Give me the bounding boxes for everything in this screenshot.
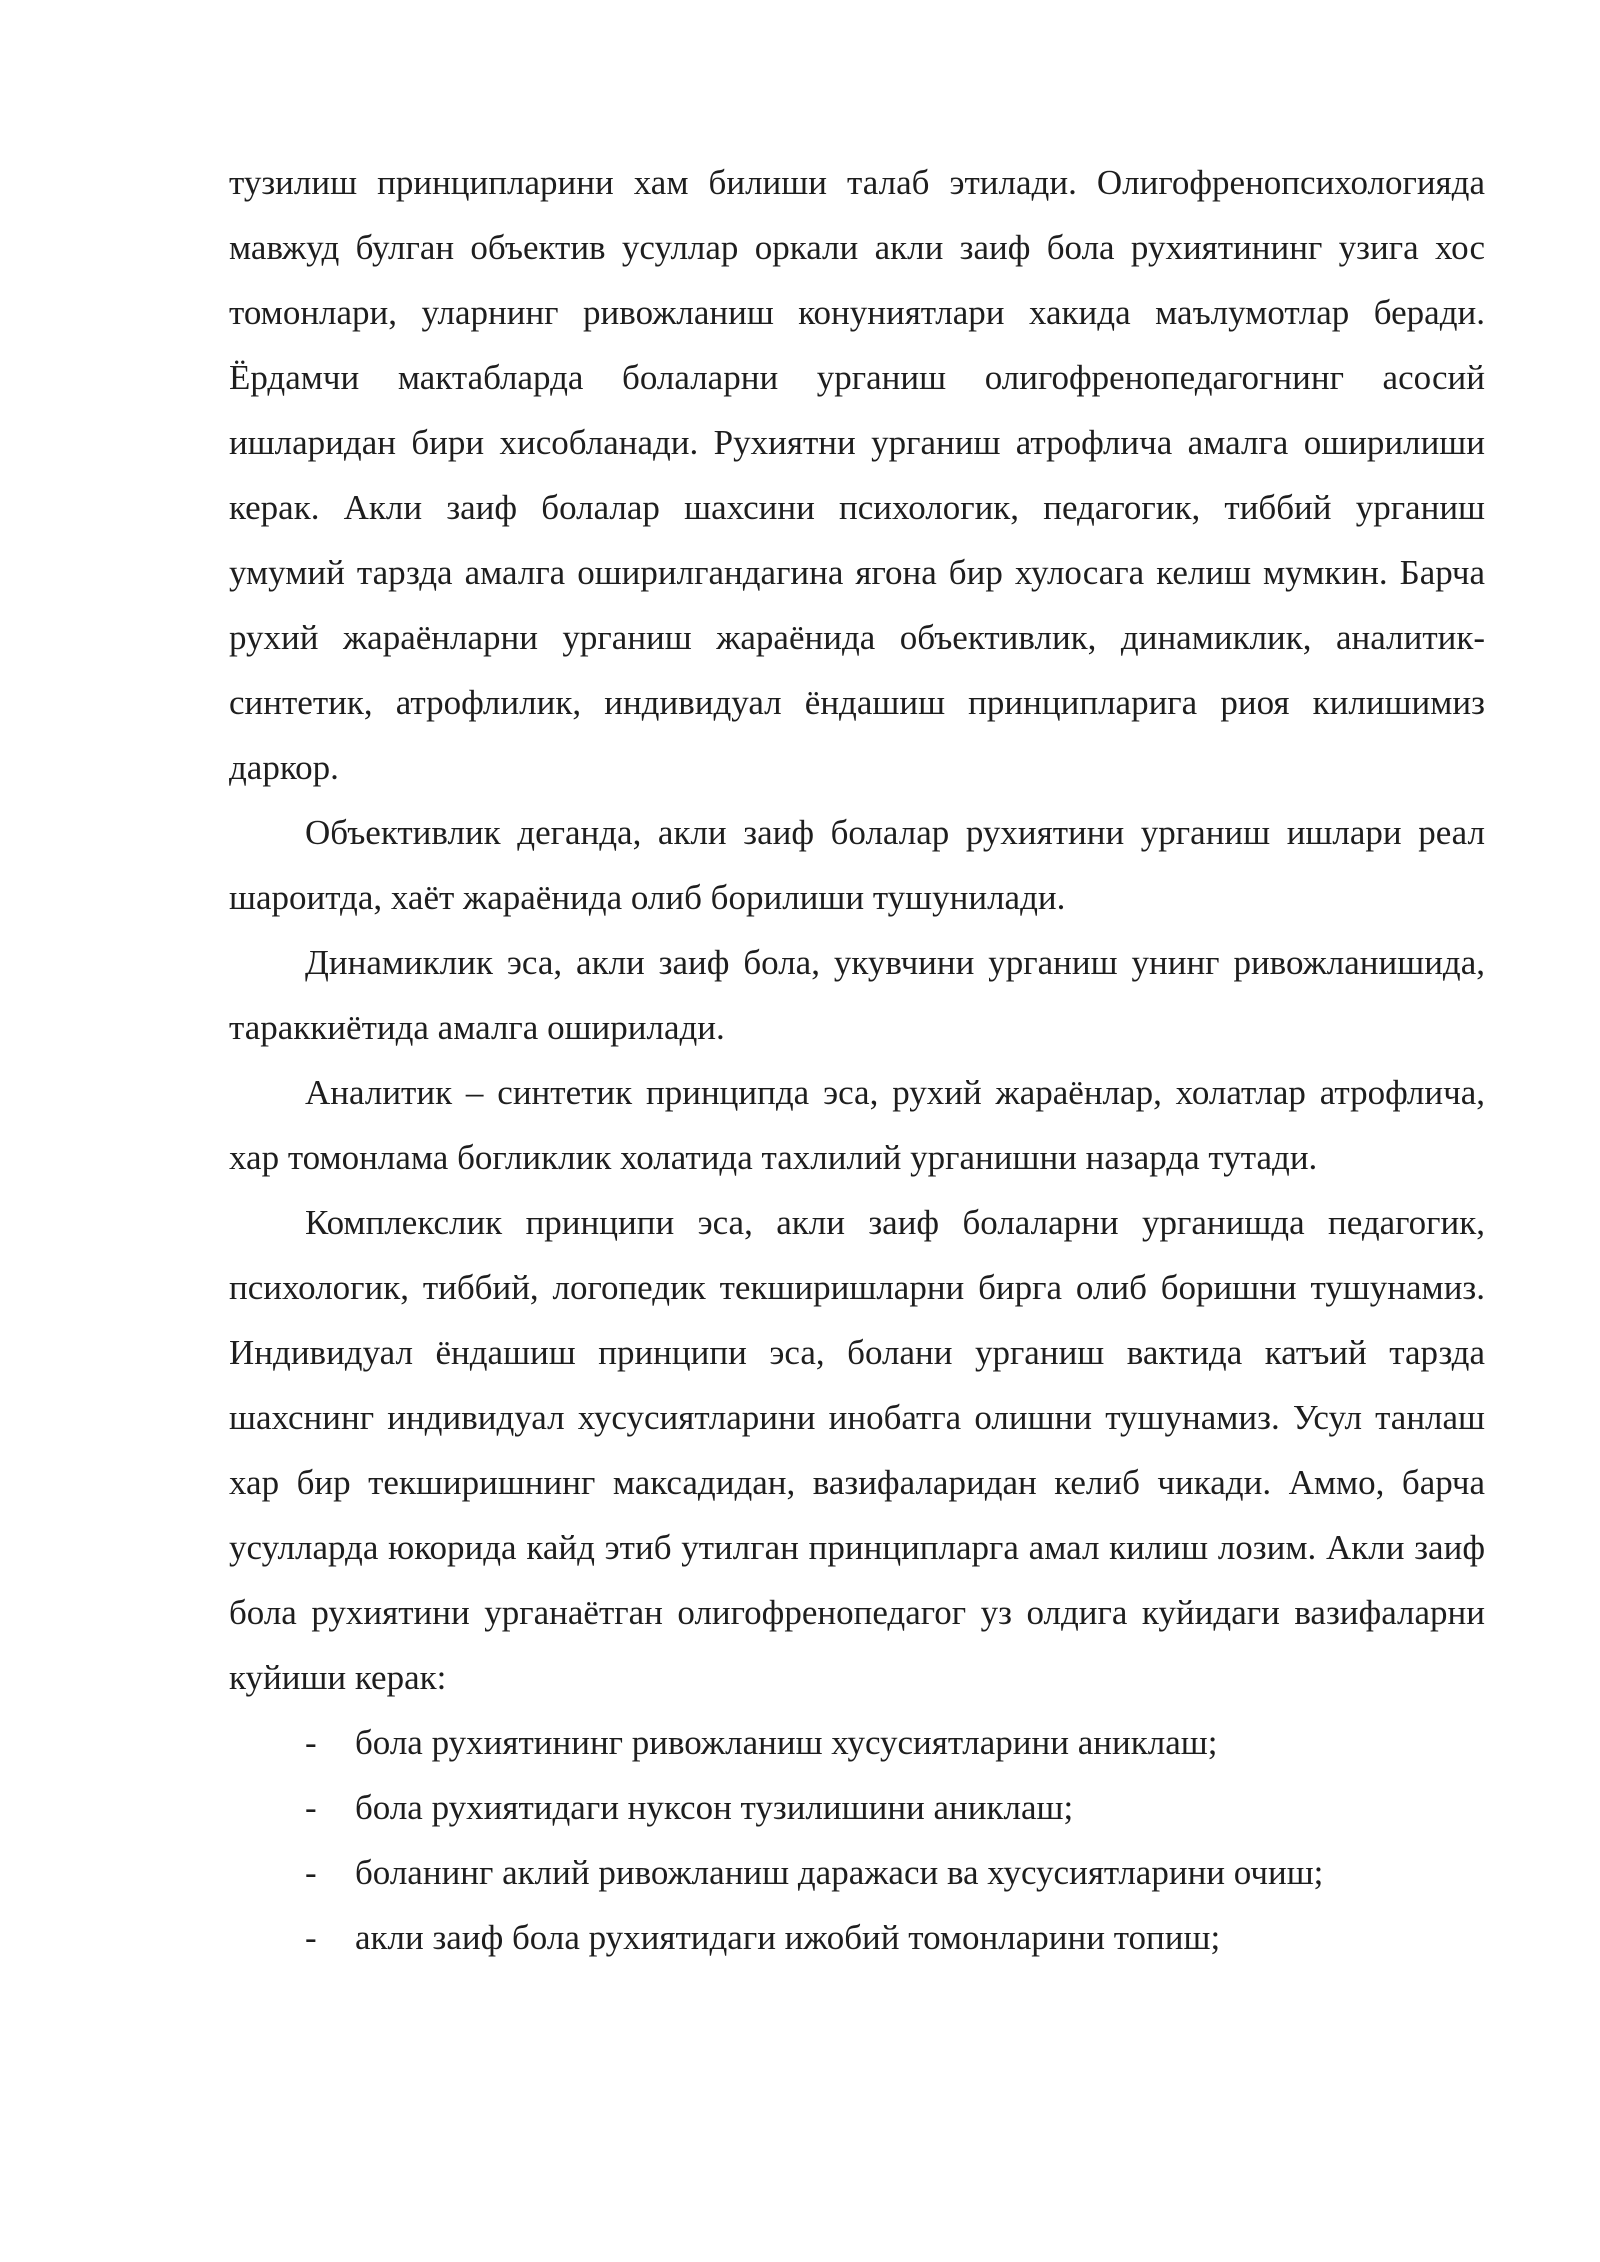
list-bullet: - bbox=[305, 1918, 317, 1957]
text-line: оширилгандагина ягона бир хулосага келиш мумкин. Барча рухий bbox=[229, 553, 1485, 657]
paragraph bbox=[229, 150, 1485, 800]
list-item bbox=[229, 1840, 1485, 1905]
paragraph bbox=[229, 1190, 1485, 1710]
list-item bbox=[229, 1775, 1485, 1840]
text-line: олигофренопедагогнинг асосий ишларидан бири хисобланади. Рухиятни bbox=[229, 358, 1485, 462]
text-line: хакида маълумотлар беради. Ёрдамчи мактабларда болаларни урганиш bbox=[229, 293, 1486, 397]
text-line: реал шароитда, хаёт жараёнида олиб борилиши тушунилади. bbox=[229, 813, 1485, 917]
text-line: келиб чикади. Аммо, барча усулларда юкорида кайд этиб утилган bbox=[229, 1463, 1485, 1567]
paragraph bbox=[229, 1060, 1485, 1190]
text-line: Объективлик деганда, акли заиф болалар рухиятини урганиш ишлари bbox=[305, 813, 1402, 852]
text-line: Аналитик – синтетик принципда эса, рухий жараёнлар, холатлар bbox=[305, 1073, 1306, 1112]
text-line: жараёнларни урганиш жараёнида объективлик, динамиклик, аналитик- bbox=[342, 618, 1486, 657]
text-line: тушунамиз. Усул танлаш хар бир текширишнинг максадидан, вазифаларидан bbox=[229, 1398, 1486, 1502]
body-text bbox=[229, 150, 1485, 1970]
list-item-text: акли заиф бола рухиятидаги ижобий томонларини топиш; bbox=[355, 1918, 1221, 1957]
text-line: катъий тарзда шахснинг индивидуал хусусиятларини инобатга олишни bbox=[229, 1333, 1485, 1437]
list-item-text: бола рухиятининг ривожланиш хусусиятларини аниклаш; bbox=[355, 1723, 1218, 1762]
text-line: бола рухиятининг узига хос томонлари, уларнинг ривожланиш конуниятлари bbox=[229, 228, 1486, 332]
paragraph bbox=[229, 800, 1485, 930]
text-line: Комплекслик принципи эса, акли заиф болаларни урганишда педагогик, bbox=[305, 1203, 1485, 1242]
list-bullet: - bbox=[305, 1853, 317, 1892]
text-line: принципларга амал килиш лозим. Акли заиф бола рухиятини урганаётган bbox=[229, 1528, 1485, 1632]
text-line: Динамиклик эса, акли заиф бола, укувчини урганиш унинг bbox=[305, 943, 1220, 982]
text-line: тушунамиз. Индивидуал ёндашиш принципи эса, болани урганиш вактида bbox=[229, 1268, 1486, 1372]
paragraph bbox=[229, 930, 1485, 1060]
list-item-text: бола рухиятидаги нуксон тузилишини аниклаш; bbox=[355, 1788, 1074, 1827]
text-line: психологик, педагогик, тиббий урганиш умумий тарзда амалга bbox=[229, 488, 1486, 592]
list-item bbox=[229, 1905, 1485, 1970]
text-line: атрофлича, хар томонлама богликлик холатида тахлилий урганишни назарда bbox=[229, 1073, 1485, 1177]
list-bullet: - bbox=[305, 1788, 317, 1827]
text-line: олигофренопедагог уз олдига куйидаги вазифаларни куйиши керак: bbox=[229, 1593, 1485, 1697]
text-line: тузилиш принципларини хам билиши талаб этилади. bbox=[229, 163, 1077, 202]
list-item bbox=[229, 1710, 1485, 1775]
text-line: Олигофренопсихологияда мавжуд булган объектив усуллар оркали акли заиф bbox=[229, 163, 1485, 267]
list-item-text: боланинг аклий ривожланиш даражаси ва хусусиятларини очиш; bbox=[355, 1853, 1324, 1892]
text-line: психологик, тиббий, логопедик текширишларни бирга олиб боришни bbox=[229, 1268, 1297, 1307]
list-bullet: - bbox=[305, 1723, 317, 1762]
task-list bbox=[229, 1710, 1485, 1970]
text-line: килишимиз даркор. bbox=[229, 683, 1485, 787]
text-line: ривожланишида, тараккиётида амалга оширилади. bbox=[229, 943, 1486, 1047]
text-line: тутади. bbox=[1208, 1138, 1318, 1177]
text-line: синтетик, атрофлилик, индивидуал ёндашиш принципларига риоя bbox=[229, 683, 1290, 722]
text-line: урганиш атрофлича амалга оширилиши керак. Акли заиф болалар шахсини bbox=[229, 423, 1485, 527]
paragraph-container bbox=[229, 150, 1485, 1710]
